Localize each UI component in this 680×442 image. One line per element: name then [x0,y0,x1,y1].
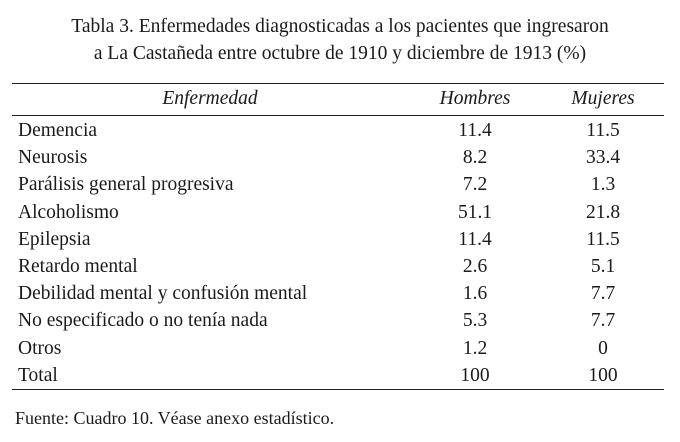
header-disease: Enfermedad [162,88,258,109]
cell-disease: Total [18,364,58,386]
cell-women: 11.5 [586,120,620,141]
cell-men: 51.1 [457,201,493,223]
cell-disease: Parálisis general progresiva [18,174,234,196]
cell-men: 5.3 [462,310,488,332]
cell-women: 1.3 [590,174,616,196]
table-body [0,117,680,389]
cell-women: 5.1 [590,255,616,277]
cell-women: 21.8 [585,201,621,223]
table-row [0,253,680,280]
header-women: Mujeres [571,88,635,109]
cell-disease: Demencia [18,120,98,141]
table-row [0,199,680,226]
cell-disease: Alcoholismo [18,201,119,223]
table-header [0,86,680,112]
cell-women: 7.7 [590,310,616,332]
cell-disease: Debilidad mental y confusión mental [18,283,308,305]
top-rule [12,83,664,84]
table-title-line-1: Tabla 3. Enfermedades diagnosticadas a los pacientes que ingresaron [71,16,609,37]
bottom-rule [12,389,664,390]
cell-men: 1.2 [462,337,488,359]
table-row-total [0,362,680,389]
table-row [0,280,680,307]
table-row [0,144,680,171]
table-row [0,226,680,253]
cell-men: 8.2 [462,147,488,169]
cell-disease: Neurosis [18,147,88,169]
table-row [0,307,680,334]
cell-men: 7.2 [462,174,488,196]
cell-women: 7.7 [590,283,616,305]
cell-disease: Retardo mental [18,255,138,277]
cell-disease: Epilepsia [18,228,91,250]
table-row [0,335,680,362]
cell-men: 2.6 [462,255,488,277]
table-row [0,117,680,144]
header-men: Hombres [439,88,511,109]
header-rule [12,115,664,116]
cell-women: 33.4 [585,147,621,169]
table-title [0,13,680,67]
cell-disease: Otros [18,337,62,359]
cell-men: 100 [460,364,490,386]
table-row [0,171,680,198]
cell-men: 11.4 [458,228,492,250]
cell-women: 11.5 [586,228,620,250]
table-title-line-2: a La Castañeda entre octubre de 1910 y diciembre de 1913 (%) [93,43,587,64]
source-note: Fuente: Cuadro 10. Véase anexo estadístico. [15,408,335,428]
cell-women: 0 [598,337,608,359]
cell-men: 1.6 [462,283,488,305]
cell-disease: No especificado o no tenía nada [18,310,268,332]
cell-women: 100 [588,364,618,386]
cell-men: 11.4 [458,120,492,141]
